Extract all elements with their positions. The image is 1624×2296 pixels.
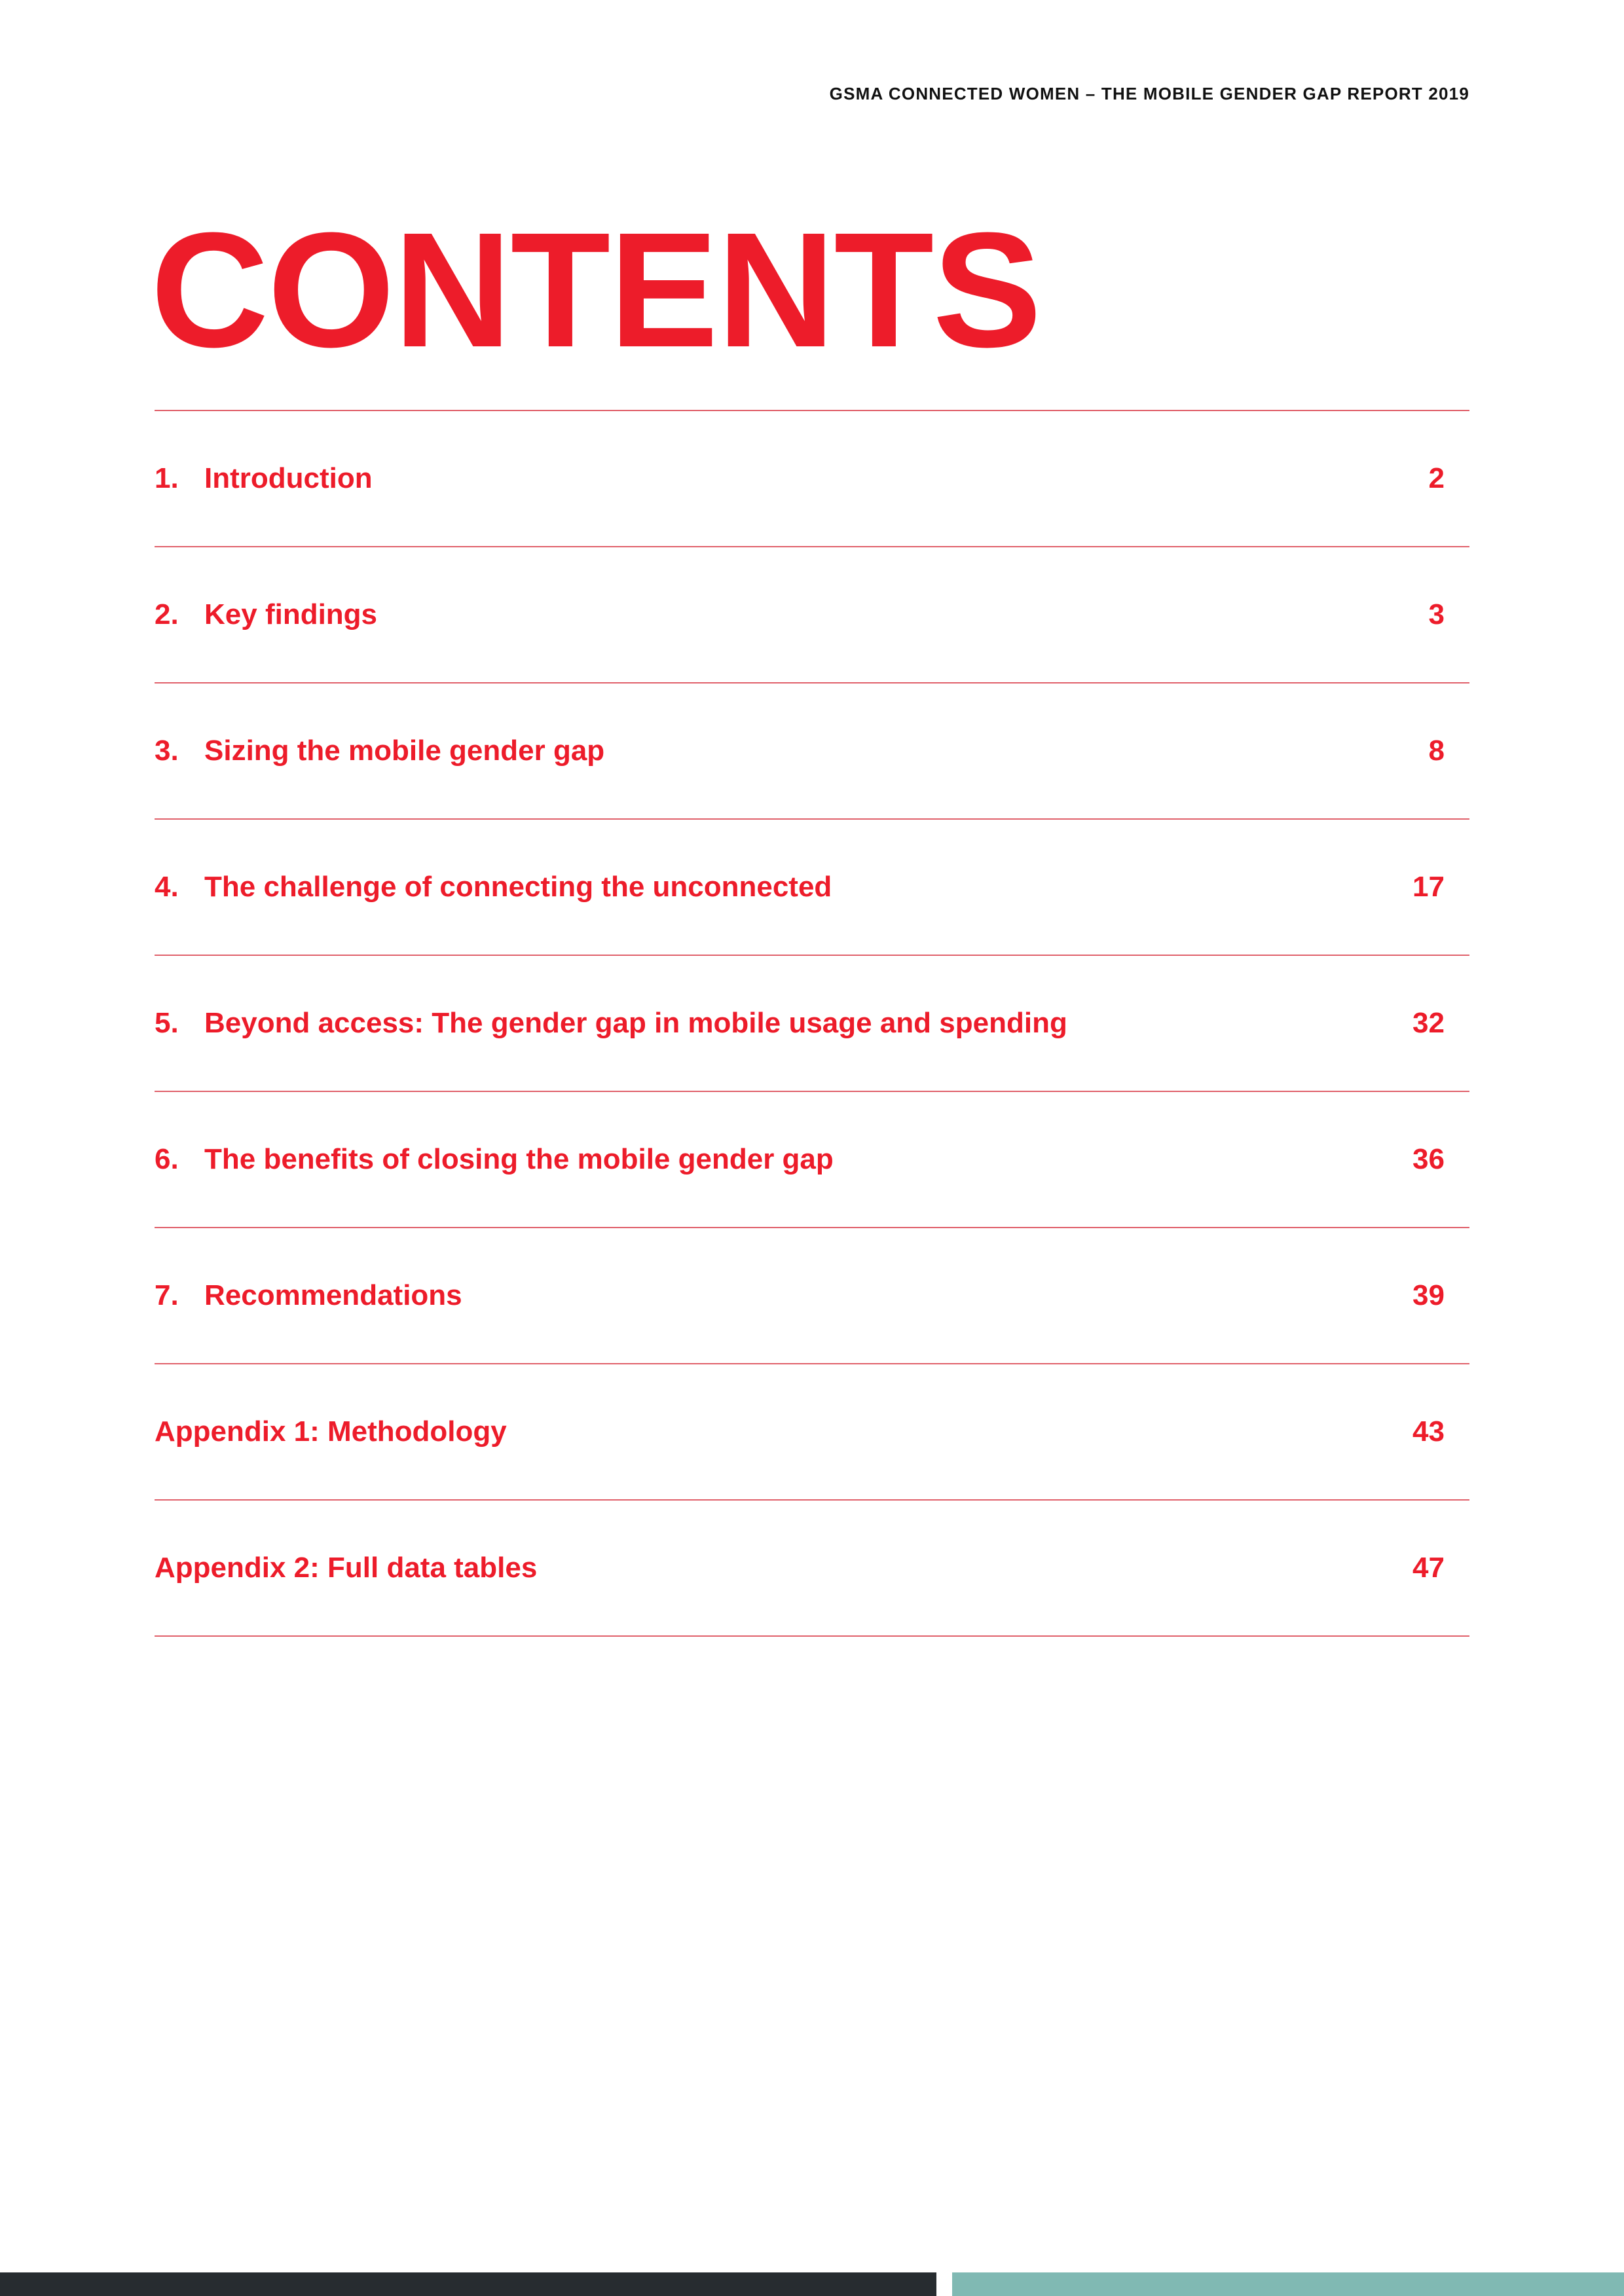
table-of-contents (155, 410, 1469, 1637)
toc-entry-number: 7. (155, 1279, 179, 1311)
toc-entry-number: 5. (155, 1007, 179, 1039)
toc-entry-label: The benefits of closing the mobile gender gap (204, 1143, 834, 1175)
toc-entry-label: Appendix 2: Full data tables (155, 1552, 538, 1584)
toc-entry-page: 3 (1428, 598, 1445, 630)
toc-entry-number: 2. (155, 598, 179, 630)
toc-entry-page: 17 (1412, 871, 1445, 903)
toc-entry-appendix-data-tables[interactable] (155, 1501, 1469, 1637)
toc-entry-label: Key findings (204, 598, 378, 630)
toc-entry-sizing-gap[interactable] (155, 683, 1469, 820)
toc-entry-label: Beyond access: The gender gap in mobile usage and spending (204, 1007, 1067, 1039)
toc-entry-page: 39 (1412, 1279, 1445, 1311)
toc-entry-recommendations[interactable] (155, 1228, 1469, 1364)
toc-entry-introduction[interactable] (155, 411, 1469, 547)
toc-entry-page: 32 (1412, 1007, 1445, 1039)
toc-entry-number: 1. (155, 462, 179, 494)
toc-entry-challenge[interactable] (155, 820, 1469, 956)
toc-entry-benefits[interactable] (155, 1092, 1469, 1228)
toc-entry-page: 36 (1412, 1143, 1445, 1175)
toc-entry-label: Introduction (204, 462, 373, 494)
toc-entry-page: 8 (1428, 735, 1445, 767)
toc-entry-page: 2 (1428, 462, 1445, 494)
contents-heading: CONTENTS (151, 198, 1041, 381)
toc-entry-appendix-methodology[interactable] (155, 1364, 1469, 1501)
footer-bar-dark (0, 2272, 936, 2296)
toc-entry-label: Recommendations (204, 1279, 462, 1311)
toc-entry-key-findings[interactable] (155, 547, 1469, 683)
running-header-title: GSMA CONNECTED WOMEN – THE MOBILE GENDER GAP REPORT 2019 (829, 84, 1469, 103)
toc-entry-page: 43 (1412, 1415, 1445, 1448)
toc-entry-number: 6. (155, 1143, 179, 1175)
toc-entry-page: 47 (1412, 1552, 1445, 1584)
toc-entry-label: Appendix 1: Methodology (155, 1415, 507, 1448)
toc-entry-number: 3. (155, 735, 179, 767)
toc-entry-label: Sizing the mobile gender gap (204, 735, 605, 767)
toc-entry-beyond-access[interactable] (155, 956, 1469, 1092)
toc-entry-number: 4. (155, 871, 179, 903)
footer-bar-teal (952, 2272, 1624, 2296)
toc-entry-label: The challenge of connecting the unconnected (204, 871, 832, 903)
